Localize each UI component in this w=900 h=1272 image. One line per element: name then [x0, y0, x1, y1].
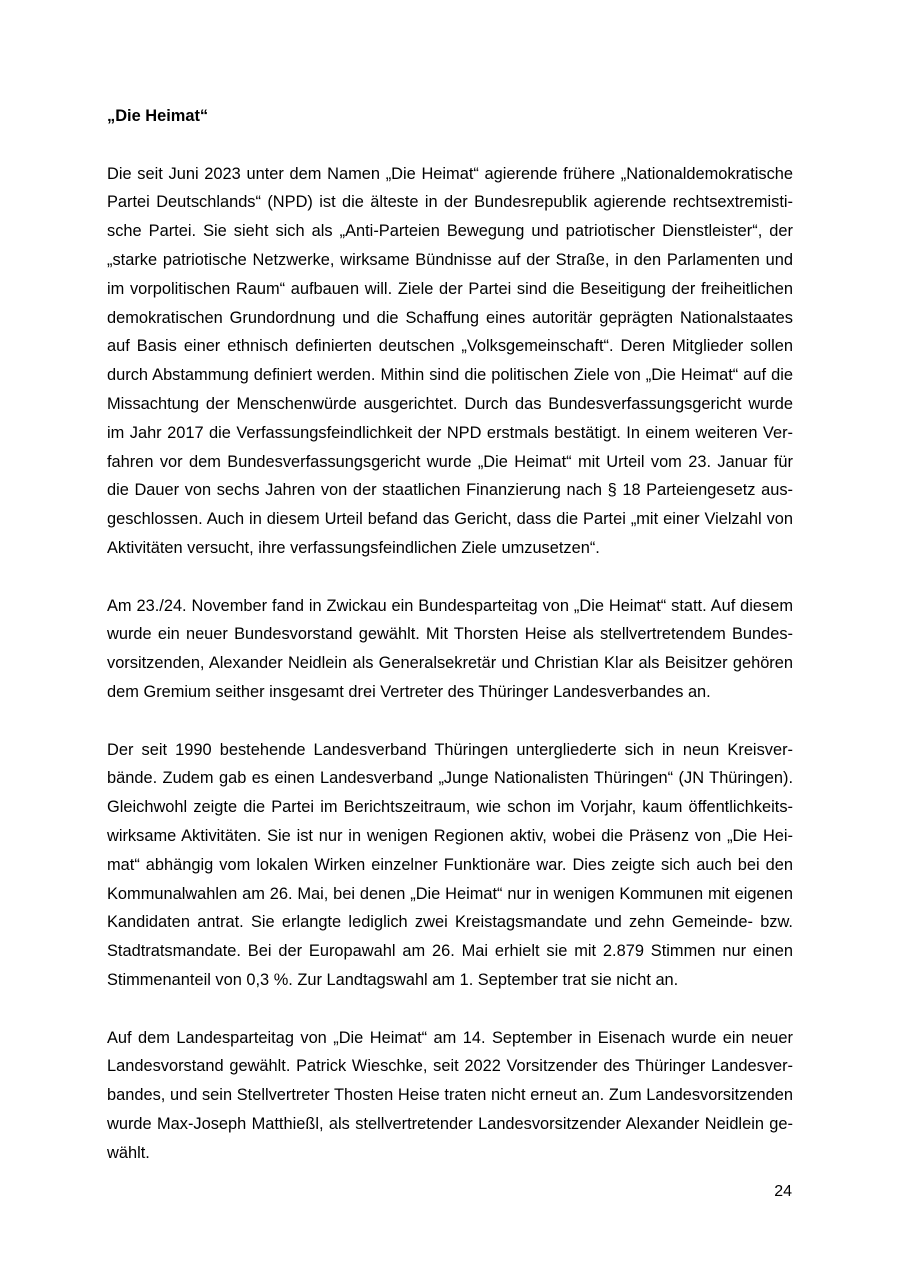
section-heading: „Die Heimat“ [107, 107, 209, 125]
text-line: bandes, und sein Stellvertreter Thosten Heise traten nicht erneut an. Zum Landesvorsitzenden [107, 1086, 793, 1105]
text-line: Partei Deutschlands“ (NPD) ist die älteste in der Bundesrepublik agierende rechtsextremisti- [107, 193, 793, 212]
page-number: 24 [774, 1183, 792, 1200]
text-line: „starke patriotische Netzwerke, wirksame Bündnisse auf der Straße, in den Parlamenten und [107, 250, 793, 269]
paragraphs-container [107, 160, 793, 1168]
text-line: wählt. [107, 1143, 150, 1162]
text-line: demokratischen Grundordnung und die Schaffung eines autoritär geprägten Nationalstaates [107, 308, 793, 327]
text-line: geschlossen. Auch in diesem Urteil befand das Gericht, dass die Partei „mit einer Vielzahl von [107, 510, 793, 529]
text-line: Stimmenanteil von 0,3 %. Zur Landtagswahl am 1. September trat sie nicht an. [107, 970, 679, 989]
text-line: durch Abstammung definiert werden. Mithin sind die politischen Ziele von „Die Heimat“ auf die [107, 366, 793, 385]
paragraph [107, 160, 793, 563]
text-line: im vorpolitischen Raum“ aufbauen will. Ziele der Partei sind die Beseitigung der freiheitlichen [107, 279, 793, 298]
text-line: auf Basis einer ethnisch definierten deutschen „Volksgemeinschaft“. Deren Mitglieder sollen [107, 337, 793, 356]
paragraph [107, 592, 793, 707]
text-line: Stadtratsmandate. Bei der Europawahl am 26. Mai erhielt sie mit 2.879 Stimmen nur einen [107, 942, 793, 961]
text-line: vorsitzenden, Alexander Neidlein als Generalsekretär und Christian Klar als Beisitzer gehören [107, 654, 793, 673]
text-line: dem Gremium seither insgesamt drei Vertreter des Thüringer Landesverbandes an. [107, 682, 711, 701]
text-line: Landesvorstand gewählt. Patrick Wieschke, seit 2022 Vorsitzender des Thüringer Landesver- [107, 1057, 793, 1076]
text-line: Gleichwohl zeigte die Partei im Berichtszeitraum, wie schon im Vorjahr, kaum öffentlichkeits- [107, 798, 793, 817]
text-line: Am 23./24. November fand in Zwickau ein Bundesparteitag von „Die Heimat“ statt. Auf diesem [107, 596, 793, 615]
text-line: im Jahr 2017 die Verfassungsfeindlichkeit der NPD erstmals bestätigt. In einem weiteren Ver- [107, 423, 793, 442]
text-line: Der seit 1990 bestehende Landesverband Thüringen untergliederte sich in neun Kreisver- [107, 740, 793, 759]
paragraph [107, 1024, 793, 1168]
text-line: Kandidaten antrat. Sie erlangte lediglich zwei Kreistagsmandate und zehn Gemeinde- bzw. [107, 913, 793, 932]
text-line: Aktivitäten versucht, ihre verfassungsfeindlichen Ziele umzusetzen“. [107, 538, 600, 557]
text-line: wurde ein neuer Bundesvorstand gewählt. Mit Thorsten Heise als stellvertretendem Bundes- [107, 625, 793, 644]
text-line: die Dauer von sechs Jahren von der staatlichen Finanzierung nach § 18 Parteiengesetz aus- [107, 481, 793, 500]
text-line: Die seit Juni 2023 unter dem Namen „Die Heimat“ agierende frühere „Nationaldemokratische [107, 164, 793, 183]
text-line: wirksame Aktivitäten. Sie ist nur in wenigen Regionen aktiv, wobei die Präsenz von „Die Hei- [107, 826, 793, 845]
text-line: Missachtung der Menschenwürde ausgerichtet. Durch das Bundesverfassungsgericht wurde [107, 394, 793, 413]
text-line: Kommunalwahlen am 26. Mai, bei denen „Die Heimat“ nur in wenigen Kommunen mit eigenen [107, 884, 793, 903]
text-line: bände. Zudem gab es einen Landesverband „Junge Nationalisten Thüringen“ (JN Thüringen). [107, 769, 793, 788]
text-line: mat“ abhängig vom lokalen Wirken einzelner Funktionäre war. Dies zeigte sich auch bei den [107, 855, 793, 874]
text-line: fahren vor dem Bundesverfassungsgericht wurde „Die Heimat“ mit Urteil vom 23. Januar für [107, 452, 793, 471]
text-line: Auf dem Landesparteitag von „Die Heimat“ am 14. September in Eisenach wurde ein neuer [107, 1028, 793, 1047]
document-page [107, 102, 793, 1196]
paragraph [107, 736, 793, 995]
text-line: sche Partei. Sie sieht sich als „Anti-Parteien Bewegung und patriotischer Dienstleister“, der [107, 222, 793, 241]
text-line: wurde Max-Joseph Matthießl, als stellvertretender Landesvorsitzender Alexander Neidlein ge- [107, 1114, 793, 1133]
